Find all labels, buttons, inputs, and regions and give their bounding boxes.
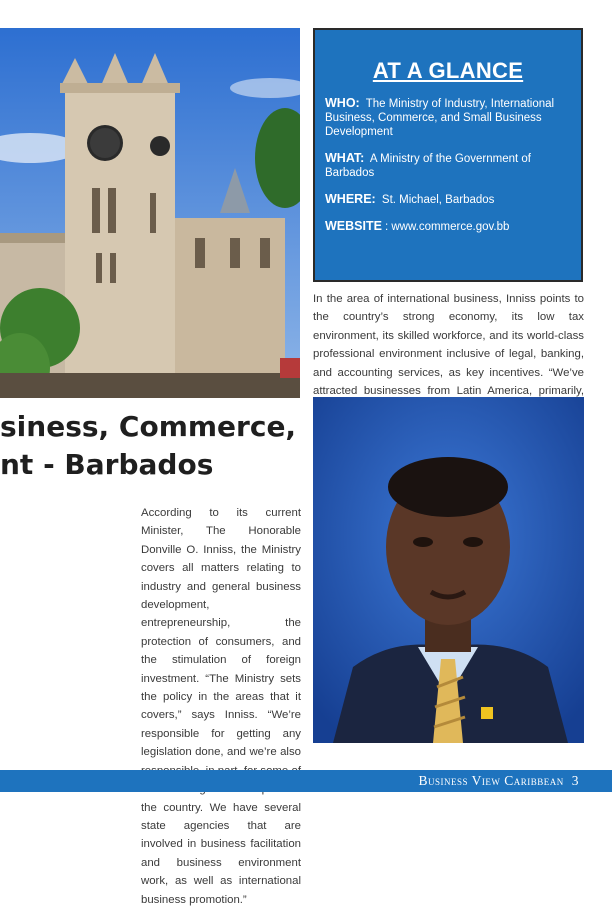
glance-where bbox=[325, 192, 571, 207]
glance-who-label: WHO: bbox=[325, 96, 360, 110]
parliament-building-photo bbox=[0, 28, 300, 398]
glance-who-text: The Ministry of Industry, International Business, Commerce, and Small Business Development bbox=[325, 98, 555, 138]
glance-title: AT A GLANCE bbox=[372, 58, 524, 83]
glance-where-label: WHERE: bbox=[325, 192, 376, 206]
glance-what bbox=[325, 151, 571, 180]
left-column-paragraph: According to its current Minister, The Honorable Donville O. Inniss, the Ministry covers all matters relating to industry and general business development, entrepreneurship, the protection of consumers, and the stimulation of foreign investment. “The Ministry sets the policy in the areas that it covers,” says Inniss. “We’re responsible for getting any legislation done, and we’re also the country. We have several state agencies that are involved in business facilitation and business environment work, as well as international business promotion.” bbox=[141, 507, 301, 906]
glance-what-text: A Ministry of the Government of Barbados bbox=[325, 153, 531, 179]
glance-where-text: St. Michael, Barbados bbox=[381, 194, 495, 206]
footer-bar bbox=[0, 770, 612, 792]
headline-line-1: siness, Commerce, bbox=[0, 410, 297, 443]
at-a-glance-box bbox=[313, 28, 583, 282]
headline-line-2: nt - Barbados bbox=[0, 448, 214, 481]
minister-portrait-photo bbox=[313, 397, 584, 743]
glance-what-label: WHAT: bbox=[325, 151, 365, 165]
glance-website bbox=[325, 219, 571, 234]
right-column-paragraph: In the area of international business, Inniss points to the country’s strong economy, its low tax environment, its skilled workforce, and its world-class professional environment inclusive of legal, banking, and accounting services, as key incentives. “We’ve attracted businesses from Latin America, primarily, bbox=[313, 293, 584, 398]
glance-website-label: WEBSITE bbox=[325, 219, 382, 233]
footer-text bbox=[418, 773, 579, 789]
article-headline bbox=[0, 408, 310, 484]
glance-who bbox=[325, 96, 571, 139]
glance-website-text[interactable]: : www.commerce.gov.bb bbox=[384, 221, 510, 233]
publication-name: Business View Caribbean bbox=[418, 773, 564, 788]
page-number: 3 bbox=[571, 773, 579, 788]
